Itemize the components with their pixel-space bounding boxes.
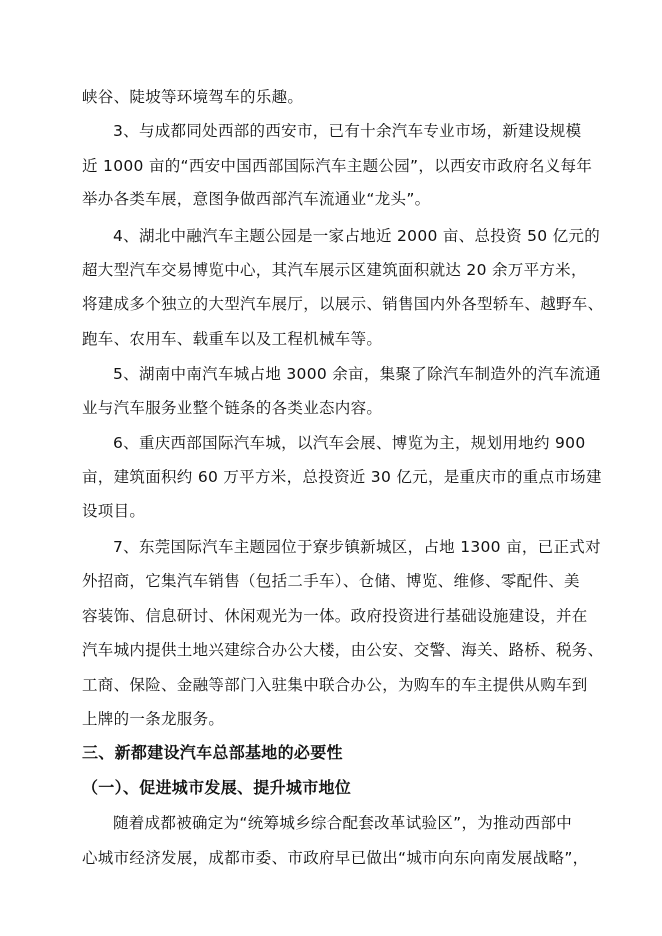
text-line: 工商、保险、金融等部门入驻集中联合办公，为购车的车主提供从购车到: [82, 676, 588, 694]
text-line: 峡谷、陡坡等环境驾车的乐趣。: [82, 88, 304, 106]
text-line: 跑车、农用车、载重车以及工程机械车等。: [82, 330, 383, 348]
text-line: 汽车城内提供土地兴建综合办公大楼，由公安、交警、海关、路桥、税务、: [82, 641, 604, 659]
text-line: 外招商，它集汽车销售（包括二手车）、仓储、博览、维修、零配件、美: [82, 572, 580, 590]
text-line: 3、与成都同处西部的西安市，已有十余汽车专业市场，新建设规模: [113, 122, 582, 140]
text-line: 上牌的一条龙服务。: [82, 710, 225, 728]
text-line: 4、湖北中融汽车主题公园是一家占地近 2000 亩、总投资 50 亿元的: [113, 227, 601, 245]
text-line: 近 1000 亩的“西安中国西部国际汽车主题公园”，以西安市政府名义每年: [82, 157, 593, 175]
text-line: 设项目。: [82, 502, 146, 520]
text-line: 举办各类车展，意图争做西部汽车流通业“龙头”。: [82, 190, 431, 208]
text-line: 超大型汽车交易博览中心，其汽车展示区建筑面积就达 20 余万平方米，: [82, 261, 587, 279]
text-line: 将建成多个独立的大型汽车展厅，以展示、销售国内外各型轿车、越野车、: [82, 295, 604, 313]
text-line: 心城市经济发展，成都市委、市政府早已做出“城市向东向南发展战略”，: [82, 849, 589, 867]
subsection-heading: （一）、促进城市发展、提升城市地位: [82, 778, 352, 797]
text-line: 亩，建筑面积约 60 万平方米，总投资近 30 亿元，是重庆市的重点市场建: [82, 468, 602, 486]
text-line: 7、东莞国际汽车主题园位于寮步镇新城区，占地 1300 亩，已正式对: [113, 538, 601, 556]
text-line: 随着成都被确定为“统筹城乡综合配套改革试验区”，为推动西部中: [113, 814, 573, 832]
text-line: 6、重庆西部国际汽车城，以汽车会展、博览为主，规划用地约 900: [113, 434, 586, 452]
section-heading: 三、新都建设汽车总部基地的必要性: [82, 743, 343, 762]
text-line: 业与汽车服务业整个链条的各类业态内容。: [82, 399, 383, 417]
text-line: 5、湖南中南汽车城占地 3000 余亩，集聚了除汽车制造外的汽车流通: [113, 365, 601, 383]
text-line: 容装饰、信息研讨、休闲观光为一体。政府投资进行基础设施建设，并在: [82, 607, 588, 625]
